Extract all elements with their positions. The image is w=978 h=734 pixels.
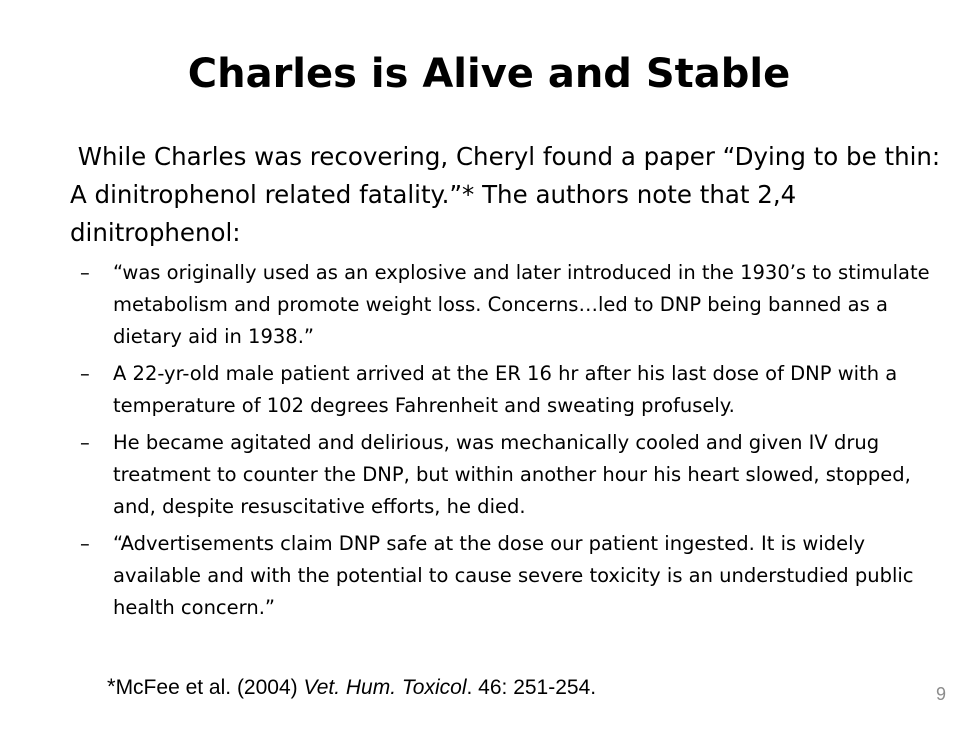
intro-paragraph: While Charles was recovering, Cheryl found a paper “Dying to be thin: A dinitrophenol related fatality.”* The authors note that 2,4 dinitrophenol:	[70, 142, 941, 247]
bullet-text: “Advertisements claim DNP safe at the dose our patient ingested. It is widely available and with the potential to cause severe toxicity is an understudied public health concern.”	[113, 532, 914, 619]
bullet-text: “was originally used as an explosive and later introduced in the 1930’s to stimulate metabolism and promote weight loss. Concerns…led to DNP being banned as a dietary aid in 1938.”	[113, 261, 930, 348]
bullet-item	[80, 528, 940, 624]
bullet-dash: –	[80, 362, 90, 385]
bullet-dash: –	[80, 261, 90, 284]
footnote-volume-pages: . 46: 251-254.	[466, 676, 597, 699]
bullet-item	[80, 358, 940, 422]
bullet-dash: –	[80, 431, 90, 454]
page-number: 9	[935, 684, 946, 704]
footnote-marker: *	[107, 674, 116, 699]
bullet-dash: –	[80, 532, 90, 555]
slide-title: Charles is Alive and Stable	[187, 51, 791, 97]
footnote-journal: Vet. Hum. Toxicol	[303, 676, 467, 699]
footnote-citation	[107, 672, 596, 703]
bullet-text: He became agitated and delirious, was mechanically cooled and given IV drug treatment to counter the DNP, but within another hour his heart slowed, stopped, and, despite resuscitative efforts, he died.	[113, 431, 911, 518]
bullet-item	[80, 257, 940, 353]
bullet-item	[80, 427, 940, 523]
bullet-text: A 22-yr-old male patient arrived at the ER 16 hr after his last dose of DNP with a temperature of 102 degrees Fahrenheit and sweating profusely.	[113, 362, 898, 417]
bullet-list	[80, 257, 940, 629]
footnote-authors: McFee et al. (2004)	[115, 676, 304, 699]
